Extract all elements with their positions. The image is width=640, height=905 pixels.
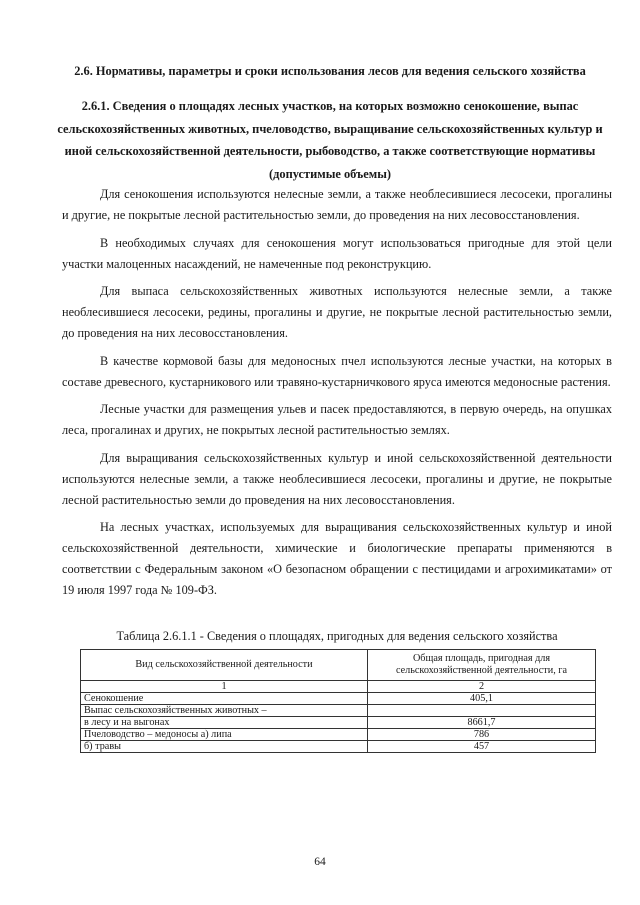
area-cell: 786: [368, 729, 596, 741]
column-header-area: Общая площадь, пригодная для сельскохозяйственной деятельности, га: [368, 650, 596, 681]
paragraph: В качестве кормовой базы для медоносных пчел используются лесные участки, на которых в составе древесного, кустарникового или травяно-кустарничкового яруса имеются медоносные растения.: [62, 353, 612, 389]
area-cell: [368, 705, 596, 717]
paragraph: Для сенокошения используются нелесные земли, а также необлесившиеся лесосеки, прогалины и другие, не покрытые лесной растительностью земли, до проведения на них лесовосстановления.: [62, 187, 612, 222]
section-heading: 2.6. Нормативы, параметры и сроки использования лесов для ведения сельского хозяйства: [74, 64, 586, 78]
activity-cell: Пчеловодство – медоносы а) липа: [81, 729, 368, 741]
paragraph: Для выращивания сельскохозяйственных культур и иной сельскохозяйственной деятельности используются нелесные земли, а также необлесившиеся лесосеки, прогалины и другие, не покрытые лесной растительностью земли до проведения на них лесовосстановления.: [62, 450, 612, 507]
table-row: [81, 693, 596, 705]
table-row: [81, 705, 596, 717]
activity-cell: б) травы: [81, 741, 368, 753]
paragraph: В необходимых случаях для сенокошения могут использоваться пригодные для этой цели участки малоценных насаждений, не намеченные под реконструкцию.: [62, 235, 612, 271]
area-cell: 457: [368, 741, 596, 753]
table-header-row: [81, 650, 596, 681]
table-row: [81, 717, 596, 729]
subsection-heading: 2.6.1. Сведения о площадях лесных участков, на которых возможно сенокошение, выпас сельскохозяйственных животных, пчеловодство, выращивание сельскохозяйственных культур и иной сельскохозяйственной деятельности, рыбоводство, а также соответствующие нормативы (допустимые объемы): [57, 99, 603, 181]
agriculture-area-table: [80, 649, 596, 753]
table-caption: Таблица 2.6.1.1 - Сведения о площадях, пригодных для ведения сельского хозяйства: [116, 629, 558, 643]
area-cell: 8661,7: [368, 717, 596, 729]
activity-cell: Выпас сельскохозяйственных животных –: [81, 705, 368, 717]
table-column-number-row: [81, 681, 596, 693]
column-number: 2: [368, 681, 596, 693]
paragraph: На лесных участках, используемых для выращивания сельскохозяйственных культур и иной сельскохозяйственной деятельности, химические и биологические препараты применяются в соответствии с Федеральным законом «О безопасном обращении с пестицидами и агрохимикатами» от 19 июля 1997 года № 109-ФЗ.: [62, 520, 612, 597]
table-row: [81, 729, 596, 741]
activity-cell: в лесу и на выгонах: [81, 717, 368, 729]
page-number: 64: [314, 856, 326, 868]
paragraph: Лесные участки для размещения ульев и пасек предоставляются, в первую очередь, на опушках леса, прогалинах и других, не покрытых лесной растительностью землях.: [62, 402, 612, 437]
area-cell: 405,1: [368, 693, 596, 705]
column-header-activity: Вид сельскохозяйственной деятельности: [81, 650, 368, 681]
activity-cell: Сенокошение: [81, 693, 368, 705]
body-text: [62, 184, 612, 608]
paragraph: Для выпаса сельскохозяйственных животных используются нелесные земли, а также необлесившиеся лесосеки, редины, прогалины и другие, не покрытые лесной растительностью земли, до проведения на них лесовосстановления.: [62, 284, 612, 340]
table-row: [81, 741, 596, 753]
column-number: 1: [81, 681, 368, 693]
